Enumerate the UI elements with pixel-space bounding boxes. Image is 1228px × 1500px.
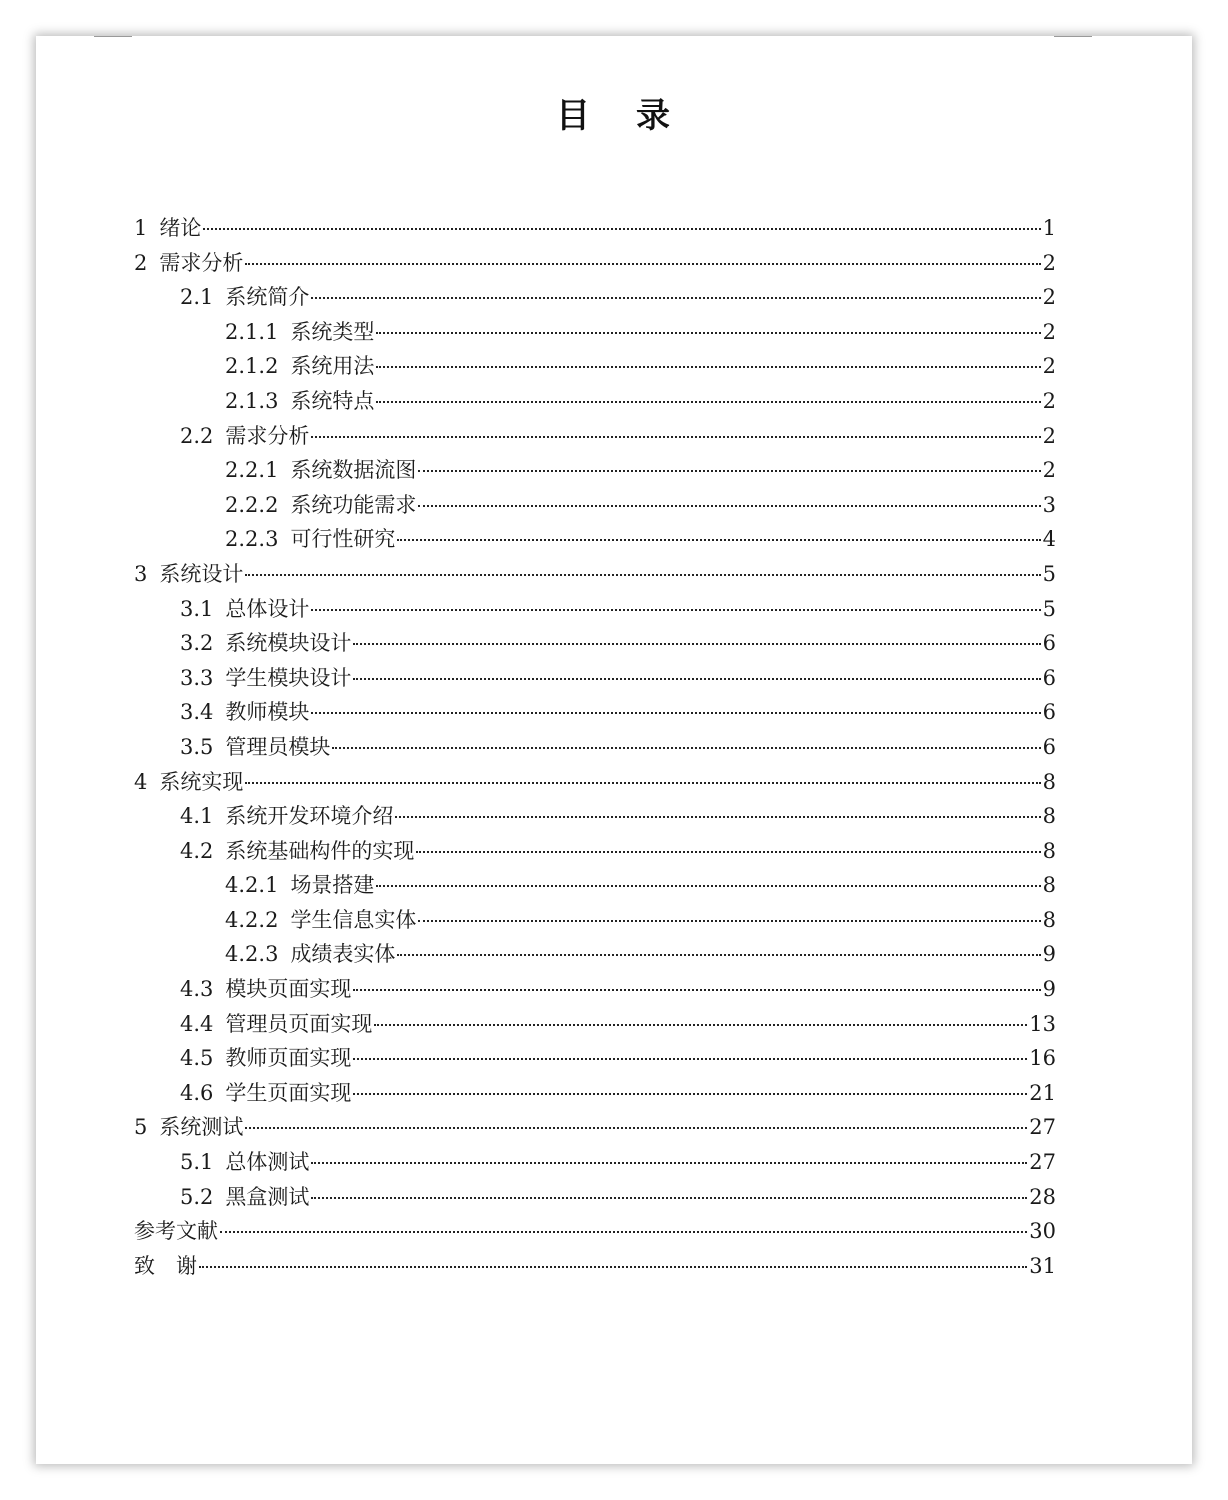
toc-dot-leader [245, 782, 1040, 784]
toc-entry-title: 系统测试 [159, 1115, 244, 1140]
toc-entry[interactable] [134, 1008, 1056, 1043]
toc-entry-page-number: 28 [1029, 1184, 1056, 1209]
toc-dot-leader [311, 712, 1040, 714]
toc-entry-title: 参考文献 [134, 1219, 218, 1244]
toc-dot-leader [311, 436, 1040, 438]
toc-entry-page-number: 8 [1042, 769, 1056, 794]
toc-entry-page-number: 6 [1042, 734, 1056, 759]
toc-entry[interactable] [134, 766, 1056, 801]
toc-entry[interactable] [134, 420, 1056, 455]
toc-dot-leader [374, 1024, 1027, 1026]
toc-entry-title: 教师模块 [225, 700, 310, 725]
toc-entry-title: 需求分析 [159, 250, 244, 275]
page-corner-mark-right [1054, 36, 1092, 37]
toc-entry[interactable] [134, 1111, 1056, 1146]
toc-dot-leader [311, 1197, 1027, 1199]
toc-dot-leader [353, 989, 1040, 991]
toc-entry-page-number: 9 [1042, 977, 1056, 1002]
toc-entry-page-number: 5 [1042, 596, 1056, 621]
toc-entry-number: 4.2.3 [225, 942, 279, 967]
toc-entry-number: 5.1 [180, 1150, 214, 1175]
toc-entry-number: 4.1 [180, 804, 214, 829]
toc-entry-title: 系统设计 [159, 561, 244, 586]
toc-entry-title: 需求分析 [225, 423, 310, 448]
toc-dot-leader [353, 643, 1040, 645]
toc-dot-leader [418, 505, 1040, 507]
page-corner-mark-left [94, 36, 132, 37]
toc-entry-number: 4.2.2 [225, 907, 279, 932]
toc-dot-leader [245, 263, 1040, 265]
toc-entry-number: 5 [134, 1115, 148, 1140]
toc-dot-leader [418, 920, 1040, 922]
toc-entry[interactable] [134, 1181, 1056, 1216]
toc-entry-number: 3 [134, 561, 148, 586]
toc-entry[interactable] [134, 1146, 1056, 1181]
toc-dot-leader [199, 1266, 1027, 1268]
toc-entry[interactable] [134, 696, 1056, 731]
toc-entry-title: 系统基础构件的实现 [225, 838, 415, 863]
toc-entry-page-number: 2 [1042, 423, 1056, 448]
toc-entry-page-number: 27 [1029, 1115, 1056, 1140]
toc-entry-number: 1 [134, 216, 148, 240]
toc-entry[interactable] [134, 938, 1056, 973]
toc-entry-title: 系统功能需求 [290, 492, 417, 517]
toc-entry-title: 系统特点 [290, 388, 375, 413]
toc-dot-leader [395, 816, 1040, 818]
toc-entry-number: 4.5 [180, 1046, 214, 1071]
toc-dot-leader [353, 678, 1040, 680]
toc-entry[interactable] [134, 1215, 1056, 1250]
toc-dot-leader [332, 747, 1040, 749]
toc-entry-title: 成绩表实体 [290, 942, 396, 967]
toc-entry[interactable] [134, 662, 1056, 697]
toc-entry-page-number: 3 [1042, 492, 1056, 517]
toc-entry[interactable] [134, 973, 1056, 1008]
toc-entry-title: 教师页面实现 [225, 1046, 352, 1071]
toc-entry[interactable] [134, 593, 1056, 628]
toc-entry-page-number: 5 [1042, 561, 1056, 586]
toc-entry[interactable] [134, 1042, 1056, 1077]
toc-entry-number: 4.4 [180, 1011, 214, 1036]
toc-entry-page-number: 21 [1029, 1080, 1056, 1105]
toc-entry-page-number: 2 [1042, 250, 1056, 275]
toc-entry-title: 系统类型 [290, 319, 375, 344]
toc-entry[interactable] [134, 558, 1056, 593]
document-page [36, 36, 1192, 1464]
toc-entry-number: 3.4 [180, 700, 214, 725]
title-char-2: 录 [636, 96, 672, 136]
toc-entry-number: 2.1 [180, 285, 214, 310]
toc-dot-leader [376, 332, 1040, 334]
toc-entry-page-number: 13 [1029, 1011, 1056, 1036]
toc-entry-page-number: 2 [1042, 319, 1056, 344]
toc-dot-leader [220, 1231, 1027, 1233]
toc-entry-page-number: 2 [1042, 458, 1056, 483]
toc-dot-leader [416, 851, 1040, 853]
toc-entry-number: 4.2.1 [225, 873, 279, 898]
toc-entry-title: 学生模块设计 [225, 665, 352, 690]
toc-entry-number: 2.2.3 [225, 527, 279, 552]
toc-entry-page-number: 31 [1029, 1253, 1056, 1278]
toc-entry[interactable] [134, 281, 1056, 316]
toc-entry[interactable] [134, 247, 1056, 282]
toc-dot-leader [397, 954, 1040, 956]
toc-entry[interactable] [134, 869, 1056, 904]
toc-entry-title: 系统开发环境介绍 [225, 804, 394, 829]
toc-dot-leader [418, 470, 1040, 472]
toc-entry-number: 3.5 [180, 734, 214, 759]
toc-entry[interactable] [134, 385, 1056, 420]
toc-entry-number: 2.2 [180, 423, 214, 448]
toc-entry-title: 黑盒测试 [225, 1184, 310, 1209]
toc-dot-leader [376, 401, 1040, 403]
toc-dot-leader [353, 1058, 1027, 1060]
toc-entry-page-number: 2 [1042, 388, 1056, 413]
toc-entry-page-number: 30 [1029, 1219, 1056, 1244]
toc-entry[interactable] [134, 454, 1056, 489]
toc-entry[interactable] [134, 523, 1056, 558]
toc-entry-page-number: 8 [1042, 907, 1056, 932]
toc-entry-page-number: 2 [1042, 285, 1056, 310]
toc-entry-page-number: 27 [1029, 1150, 1056, 1175]
toc-entry-title: 管理员页面实现 [225, 1011, 373, 1036]
toc-entry-number: 3.1 [180, 596, 214, 621]
toc-entry-title: 系统用法 [290, 354, 375, 379]
toc-dot-leader [311, 297, 1040, 299]
toc-entry-number: 4.3 [180, 977, 214, 1002]
toc-entry-page-number: 4 [1042, 527, 1056, 552]
toc-dot-leader [397, 539, 1040, 541]
toc-entry-title: 学生页面实现 [225, 1080, 352, 1105]
toc-entry-number: 4 [134, 769, 148, 794]
toc-entry-page-number: 2 [1042, 354, 1056, 379]
toc-entry-number: 2 [134, 250, 148, 275]
toc-entry-page-number: 6 [1042, 631, 1056, 656]
toc-entry-number: 2.2.2 [225, 492, 279, 517]
toc-entry-number: 3.3 [180, 665, 214, 690]
toc-entry[interactable] [134, 1077, 1056, 1112]
toc-entry-title: 绪论 [159, 216, 202, 240]
toc-entry-number: 4.2 [180, 838, 214, 863]
toc-entry-title: 管理员模块 [225, 734, 331, 759]
toc-entry[interactable] [134, 212, 1056, 247]
toc-dot-leader [203, 228, 1040, 230]
toc-entry-title: 系统实现 [159, 769, 244, 794]
toc-entry-page-number: 9 [1042, 942, 1056, 967]
toc-entry[interactable] [134, 627, 1056, 662]
toc-entry-title: 系统模块设计 [225, 631, 352, 656]
toc-dot-leader [376, 885, 1040, 887]
toc-entry-title: 场景搭建 [290, 873, 375, 898]
toc-entry-page-number: 6 [1042, 665, 1056, 690]
toc-dot-leader [311, 609, 1040, 611]
toc-entry-title: 可行性研究 [290, 527, 396, 552]
toc-entry-number: 3.2 [180, 631, 214, 656]
toc-entry-number: 5.2 [180, 1184, 214, 1209]
toc-entry-page-number: 16 [1029, 1046, 1056, 1071]
toc-entry[interactable] [134, 350, 1056, 385]
toc-entry-title: 致 谢 [134, 1253, 197, 1278]
toc-entry-page-number: 8 [1042, 804, 1056, 829]
toc-entry-title: 系统数据流图 [290, 458, 417, 483]
toc-entry[interactable] [134, 731, 1056, 766]
toc-entry-page-number: 1 [1042, 216, 1056, 240]
toc-entry[interactable] [134, 489, 1056, 524]
toc-entry-number: 2.1.1 [225, 319, 279, 344]
page-title [36, 88, 1192, 137]
toc-entry-title: 总体测试 [225, 1150, 310, 1175]
toc-dot-leader [311, 1162, 1027, 1164]
toc-entry-number: 4.6 [180, 1080, 214, 1105]
toc-dot-leader [376, 366, 1040, 368]
table-of-contents [134, 212, 1056, 1284]
toc-entry-page-number: 8 [1042, 873, 1056, 898]
toc-entry-number: 2.1.3 [225, 388, 279, 413]
toc-dot-leader [245, 1127, 1027, 1129]
toc-entry[interactable] [134, 316, 1056, 351]
toc-entry-title: 总体设计 [225, 596, 310, 621]
toc-entry-page-number: 6 [1042, 700, 1056, 725]
toc-entry[interactable] [134, 904, 1056, 939]
toc-dot-leader [245, 574, 1040, 576]
toc-entry-title: 学生信息实体 [290, 907, 417, 932]
toc-entry[interactable] [134, 1250, 1056, 1285]
toc-entry-number: 2.1.2 [225, 354, 279, 379]
toc-entry-page-number: 8 [1042, 838, 1056, 863]
toc-entry-title: 模块页面实现 [225, 977, 352, 1002]
toc-dot-leader [353, 1093, 1027, 1095]
toc-entry-title: 系统简介 [225, 285, 310, 310]
toc-entry-number: 2.2.1 [225, 458, 279, 483]
toc-entry[interactable] [134, 800, 1056, 835]
title-char-1: 目 [556, 96, 592, 136]
toc-entry[interactable] [134, 835, 1056, 870]
